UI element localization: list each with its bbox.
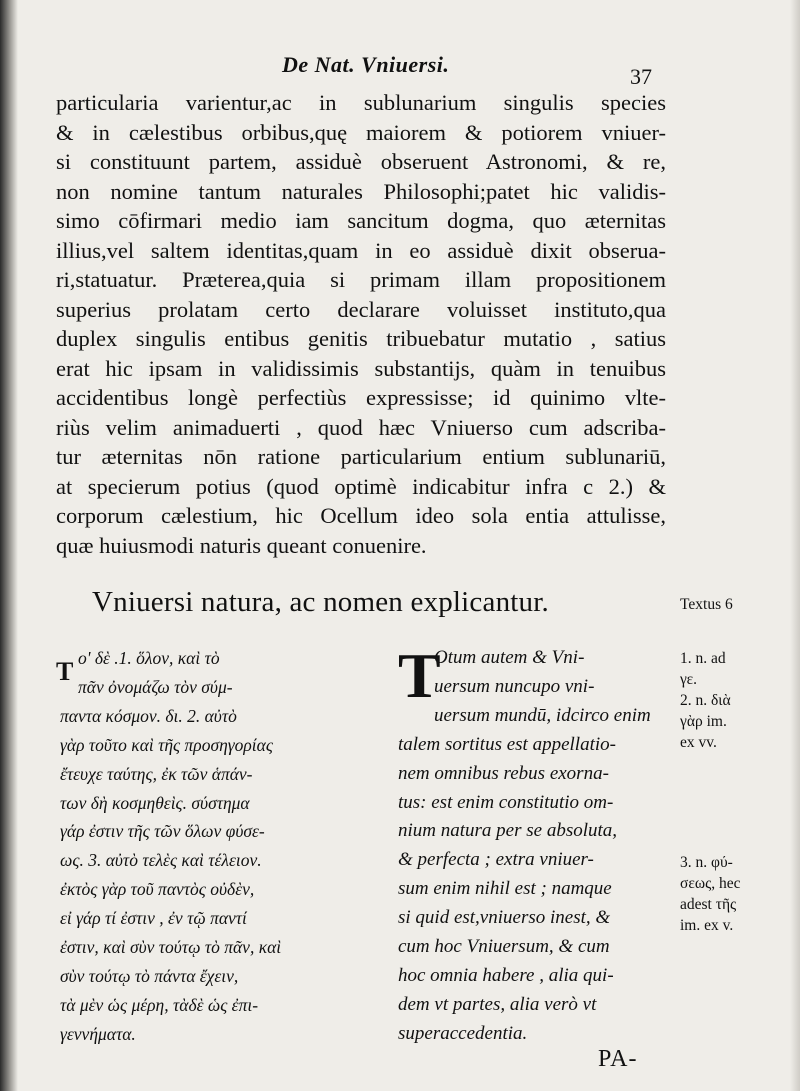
text-line: duplex singulis entibus genitis tribuebatur mutatio , satius [56,326,666,351]
latin-line: superaccedentia. [398,1022,528,1044]
greek-line: γὰρ τοῦτο καὶ τῆς προσηγορίας [60,734,273,755]
margin-note-line: 3. n. φύ- [680,854,733,871]
text-line: quæ huiusmodi naturis queant conuenire. [56,532,427,558]
text-line: corporum cælestium, hic Ocellum ideo sola entia attulisse, [56,503,666,528]
greek-line: παντα κόσμον. δι. 2. αὐτὸ [60,705,237,726]
latin-text-column [398,640,664,1049]
greek-line: ο' δὲ .1. ὅλον, καὶ τὸ [78,648,220,668]
greek-line: γάρ ἐστιν τῆς τῶν ὅλων φύσε- [60,821,265,842]
margin-note-line: γὰρ im. [680,713,727,730]
margin-note [680,852,780,936]
text-line: erat hic ipsam in validissimis substantijs, quàm in tenuibus [56,355,666,381]
latin-line: dem vt partes, alia verò vt [398,993,597,1015]
text-line: riùs velim animaduerti , quod hæc Vniuerso cum adscriba- [56,414,666,440]
greek-line: εἰ γάρ τί ἐστιν , ἐν τῷ παντί [60,908,247,929]
margin-note-line: σεως, hec [680,875,741,892]
greek-line: σὺν τούτῳ τὸ πάντα ἔχειν, [60,965,239,986]
catchword: PA- [598,1046,638,1072]
margin-note-line: ex vv. [680,734,717,751]
greek-line: πᾶν ὀνομάζω τὸν σύμ- [78,676,233,697]
latin-dropcap: T [398,640,441,711]
latin-line: nium natura per se absoluta, [398,820,618,842]
page-number: 37 [630,64,652,89]
latin-line: & perfecta ; extra vniuer- [398,849,594,871]
text-line: tur æternitas nōn ratione particularium entium sublunariū, [56,444,666,469]
latin-line: sum enim nihil est ; namque [398,878,612,900]
running-head: De Nat. Vniuersi. [282,52,450,77]
greek-text-column [56,644,380,1049]
text-line: illius,vel saltem identitas,quam in eo assiduè dixit obserua- [56,237,666,263]
greek-line: των δὴ κοσμηθεὶς. σύστημα [60,792,250,813]
latin-line: hoc omnia habere , alia qui- [398,964,614,986]
latin-line: talem sortitus est appellatio- [398,733,616,755]
latin-line: cum hoc Vniuersum, & cum [398,936,610,958]
margin-note-line: γε. [680,671,697,688]
greek-line: γεννήματα. [60,1023,136,1044]
latin-line: uersum nuncupo vni- [434,675,595,697]
section-heading: Vniuersi natura, ac nomen explicantur. [92,586,549,618]
greek-line: ως. 3. αὐτὸ τελὲς καὶ τέλειον. [60,850,262,871]
greek-line: ἐστιν, καὶ σὺν τούτῳ τὸ πᾶν, καὶ [60,937,282,958]
margin-note-line: adest τῆς [680,896,737,913]
text-line: simo cōfirmari medio iam sancitum dogma, quo æternitas [56,208,666,233]
greek-line: ἐκτὸς γὰρ τοῦ παντὸς οὐδὲν, [60,879,255,900]
greek-line: τὰ μὲν ὡς μέρη, τὰδὲ ὡς ἐπι- [60,994,259,1015]
latin-line: tus: est enim constitutio om- [398,791,614,813]
text-line: particularia varientur,ac in sublunarium singulis species [56,90,666,115]
text-line: ri,statuatur. Præterea,quia si primam illam propositionem [56,267,666,292]
margin-note-line: im. ex v. [680,917,734,934]
text-line: si constituunt partem, assiduè obseruent Astronomi, & re, [56,149,666,174]
text-line: accidentibus longè perfectiùs expressisse; id quinimo vlte- [56,385,666,410]
margin-note [680,648,780,753]
margin-note-line: 2. n. διὰ [680,692,731,709]
text-line: superius prolatam certo declarare voluisset instituto,qua [56,296,666,322]
latin-line: Otum autem & Vni- [434,647,585,668]
margin-note-line: 1. n. ad [680,650,726,667]
latin-line: uersum mundū, idcirco enim [434,704,651,726]
text-line: at specierum potius (quod optimè indicabitur infra c 2.) & [56,473,666,499]
greek-dropcap: T [56,657,74,686]
text-line: & in cælestibus orbibus,quę maiorem & potiorem vniuer- [56,119,666,145]
text-line: non nomine tantum naturales Philosophi;patet hic validis- [56,178,666,204]
greek-line: ἔτευχε ταύτης, ἐκ τῶν ἁπάν- [60,763,253,784]
latin-line: si quid est,vniuerso inest, & [398,907,611,929]
latin-line: nem omnibus rebus exorna- [398,762,609,784]
commentary-paragraph [56,88,666,560]
textus-label: Textus 6 [680,596,733,613]
